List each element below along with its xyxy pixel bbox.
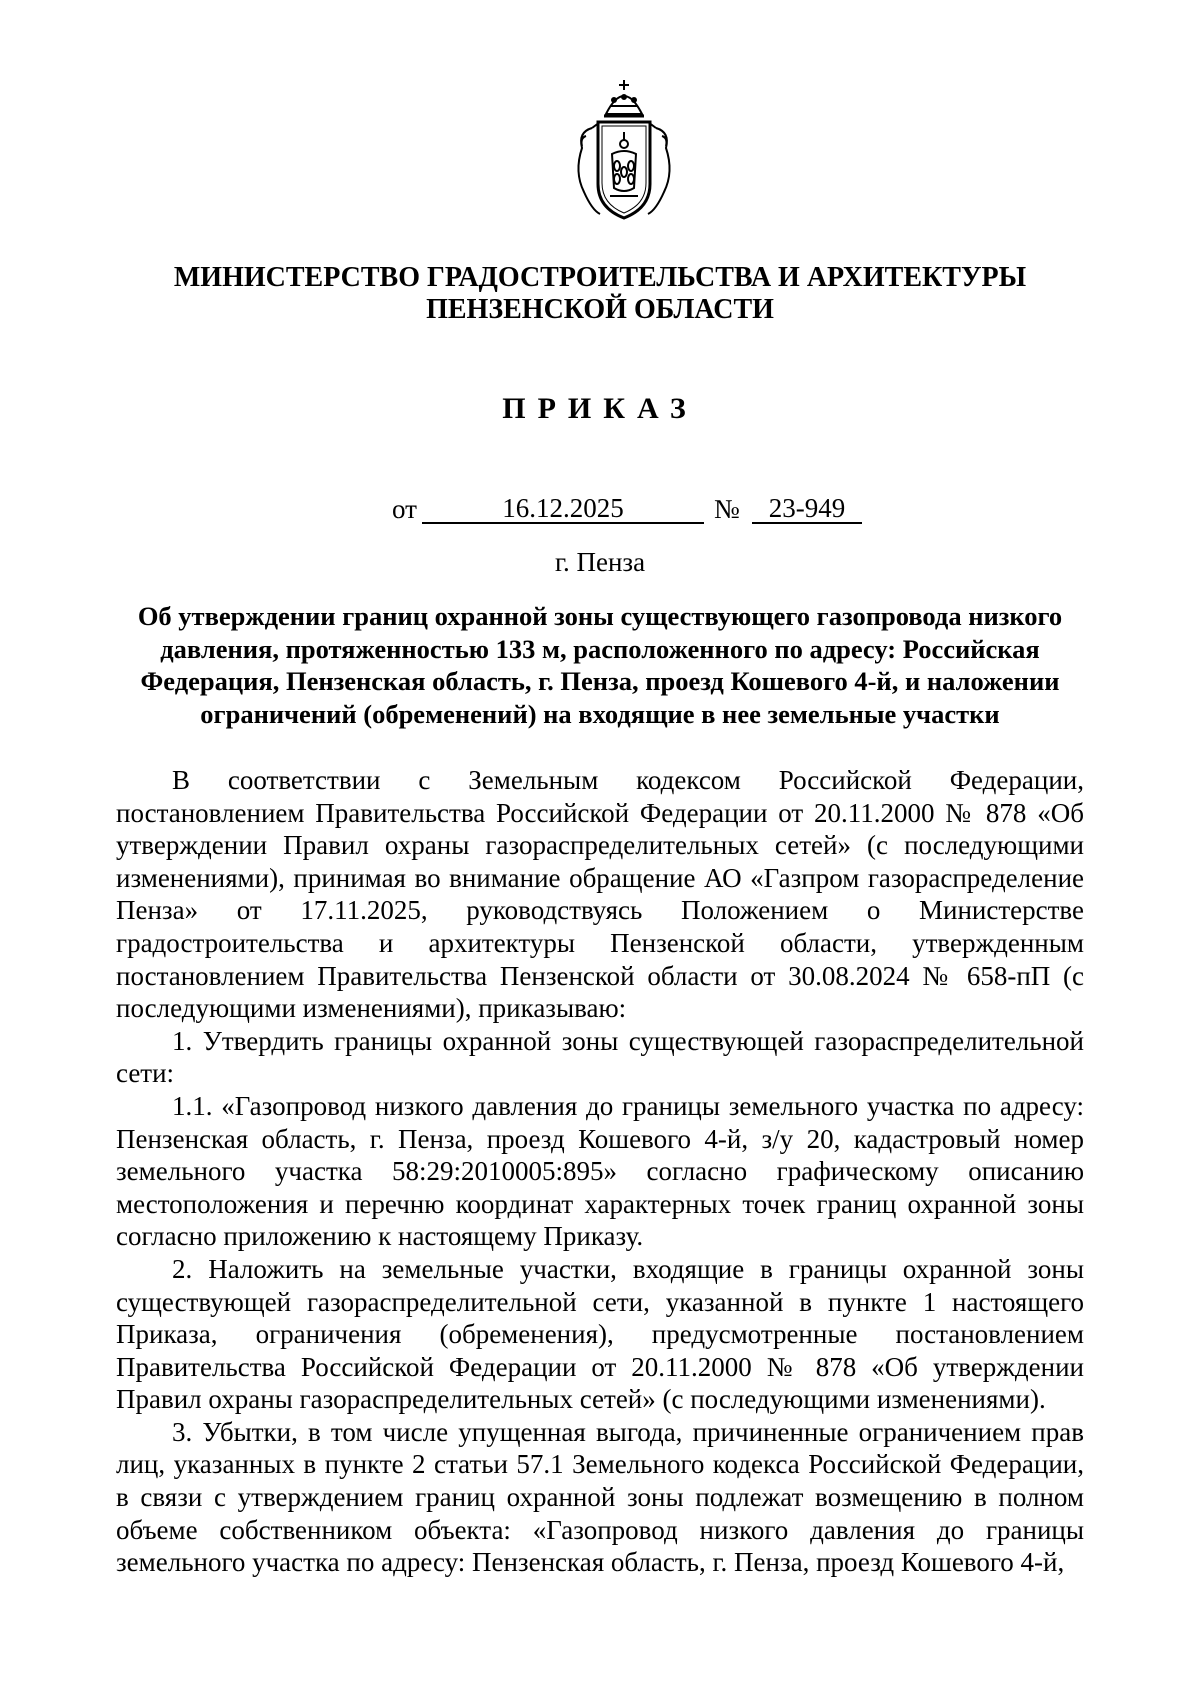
paragraph-item-2: 2. Наложить на земельные участки, входящие в границы охранной зоны существующей газораспределительной сети, указанной в пункте 1 настоящего Приказа, ограничения (обременения), предусмотренные постановлением Правительства Российской Федерации от 20.11.2000 № 878 «Об утверждении Правил охраны газораспределительных сетей» (с последующими изменениями). (116, 1253, 1084, 1415)
document-body (116, 764, 1084, 1579)
date-prefix: от (392, 494, 417, 524)
order-subject: Об утверждении границ охранной зоны существующего газопровода низкого давления, протяженностью 133 м, расположенного по адресу: Российская Федерация, Пензенская область, г. Пенза, проезд Кошевого 4-й, и наложении ограничений (обременений) на входящие в нее земельные участки (137, 601, 1063, 729)
order-number: 23-949 (752, 494, 862, 524)
order-date: 16.12.2025 (422, 494, 704, 524)
city-name: г. Пенза (554, 547, 646, 577)
number-prefix: № (714, 494, 740, 524)
date-number-line (0, 490, 1200, 530)
document-title: ПРИКАЗ (502, 392, 698, 425)
paragraph-item-1: 1. Утвердить границы охранной зоны существующей газораспределительной сети: (116, 1025, 1084, 1089)
paragraph-preamble: В соответствии с Земельным кодексом Российской Федерации, постановлением Правительства Российской Федерации от 20.11.2000 № 878 «Об утверждении Правил охраны газораспределительных сетей» (с последующими изменениями), принимая во внимание обращение АО «Газпром газораспределение Пенза» от 17.11.2025, руководствуясь Положением о Министерстве градостроительства и архитектуры Пензенской области, утвержденным постановлением Правительства Пензенской области от 30.08.2024 № 658-пП (с последующими изменениями), приказываю: (116, 765, 1084, 1024)
paragraph-item-3: 3. Убытки, в том числе упущенная выгода, причиненные ограничением прав лиц, указанных в пункте 2 статьи 57.1 Земельного кодекса Российской Федерации, в связи с утверждением границ охранной зоны подлежат возмещению в полном объеме собственником объекта: «Газопровод низкого давления до границы земельного участка по адресу: Пензенская область, г. Пенза, проезд Кошевого 4-й, (116, 1416, 1084, 1578)
ministry-name-line2: ПЕНЗЕНСКОЙ ОБЛАСТИ (426, 294, 774, 325)
penza-region-coat-of-arms-icon (570, 76, 678, 224)
ministry-name-line1: МИНИСТЕРСТВО ГРАДОСТРОИТЕЛЬСТВА И АРХИТЕКТУРЫ (173, 262, 1027, 293)
paragraph-item-1-1: 1.1. «Газопровод низкого давления до границы земельного участка по адресу: Пензенская область, г. Пенза, проезд Кошевого 4-й, з/у 20, кадастровый номер земельного участка 58:29:2010005:895» согласно графическому описанию местоположения и перечню координат характерных точек границ охранной зоны согласно приложению к настоящему Приказу. (116, 1090, 1084, 1252)
